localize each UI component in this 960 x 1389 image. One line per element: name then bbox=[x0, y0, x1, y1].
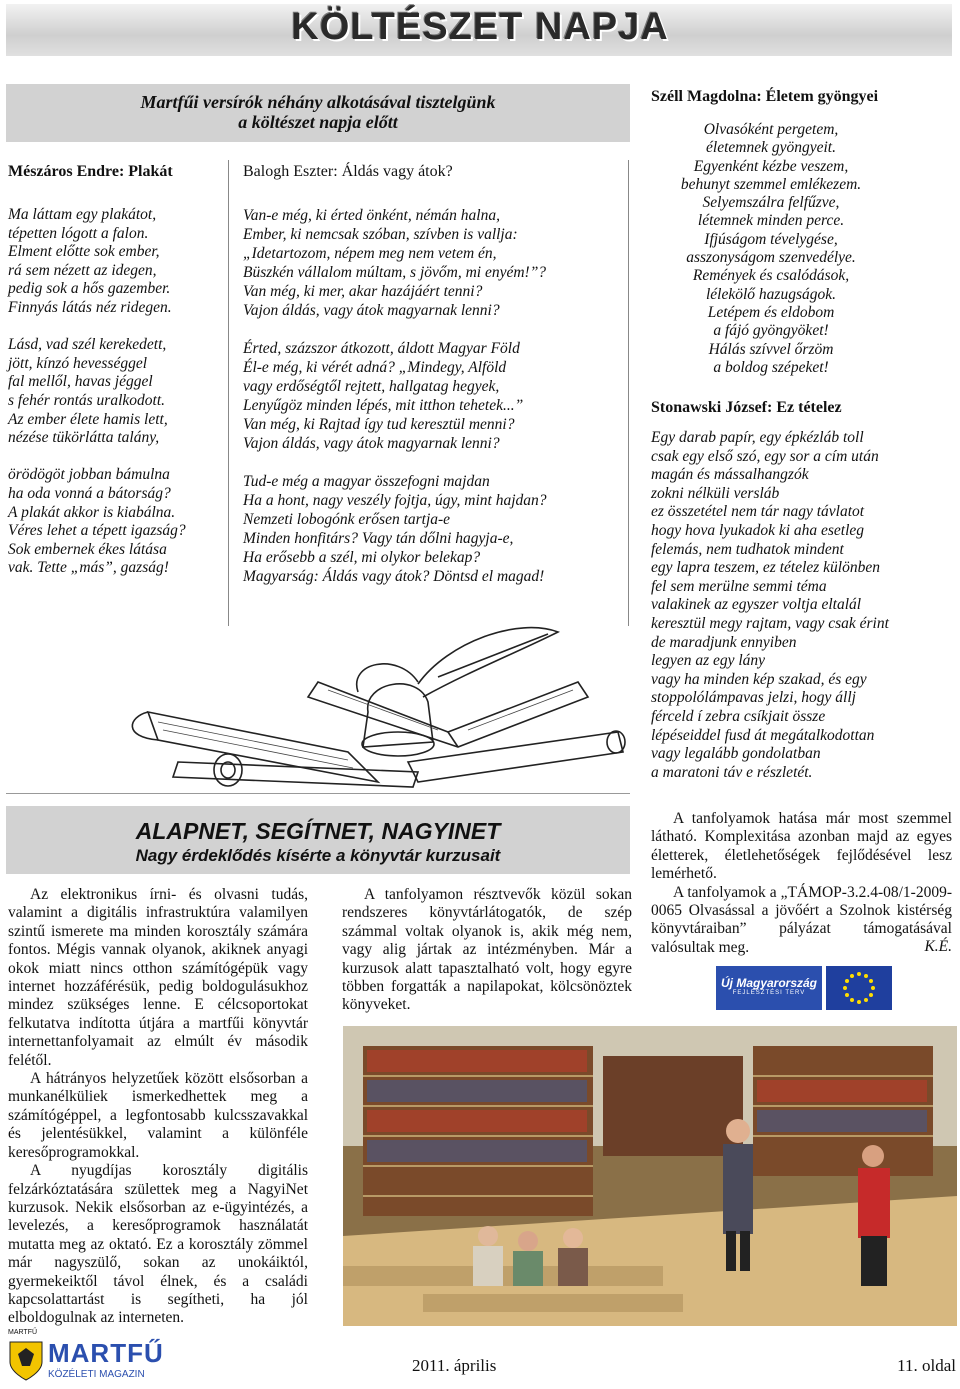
intro-line-1: Martfűi versírók néhány alkotásával tisztelgünk bbox=[140, 92, 496, 112]
footer-brand-sub: KÖZÉLETI MAGAZIN bbox=[48, 1369, 145, 1380]
page-title: KÖLTÉSZET NAPJA bbox=[291, 6, 669, 48]
article-paragraph: A tanfolyamon résztvevők közül sokan rendszeres könyvtárlátogatók, de szép számmal voltak olyanok is, akik még nem, vagy alig jártak az intézményben. Már a kurzusok alatt tapasztalható volt, hogy egyre többen forgatták a napilapokat, kölcsönöztek könyveket. bbox=[342, 886, 632, 1014]
article-paragraph: A tanfolyamok hatása már most szemmel látható. Komplexitása azonban majd az egyes életterek, életlehetőségek fejlődésével lesz lemérhető. bbox=[651, 810, 952, 883]
article-paragraph: A hátrányos helyzetűek között elsősorban a munkanélküliek ismerkedhettek meg a számítógéppel, a legfontosabb kulcsszavakkal és jelentésükkel, valamint a különféle keresőprogramokkal. bbox=[8, 1070, 308, 1161]
poem-title-meszaros: Mészáros Endre: Plakát bbox=[8, 163, 173, 180]
article-column-2 bbox=[342, 886, 632, 1015]
umt-logo-text: Új Magyarország bbox=[720, 976, 818, 990]
footer-date: 2011. április bbox=[412, 1356, 497, 1375]
article-paragraph: A tanfolyamok a „TÁMOP-3.2.4-08/1-2009-0065 Olvasással a jövőért a Szolnok kistérség könyvtáraiban” pályázat támogatásával valósultak meg. bbox=[651, 883, 952, 956]
section-divider bbox=[6, 793, 630, 794]
intro-line-2: a költészet napja előtt bbox=[238, 112, 398, 132]
intro-text bbox=[6, 92, 630, 132]
poem-body-meszaros: Ma láttam egy plakátot, tépetten lógott a falon. Elment előtte sok ember, rá sem nézett az idegen, pedig sok a hős gazember. Finnyás látás néz ridegen. Lásd, vad szél kerekedett, jött, kínzó hevességgel fal mellől, havas jéggel s fehér rontás uralkodott. Az ember élete hamis lett, nézése tükörlátta talány, örödögöt jobban bámulna ha oda vonná a bátorság? A plakát akkor is kiabálna. Véres lehet a tépett igazság? Sok embernek ékes látása vak. Tette „más”, gazság! bbox=[8, 206, 186, 577]
eu-flag-icon bbox=[826, 966, 892, 1010]
article-signature: K.É. bbox=[924, 938, 952, 955]
library-photo bbox=[343, 1026, 957, 1326]
column-divider bbox=[628, 160, 629, 626]
umt-logo-subtext: FEJLESZTÉSI TERV bbox=[732, 990, 806, 996]
poem-title-balogh: Balogh Eszter: Áldás vagy átok? bbox=[243, 163, 453, 180]
umt-logo bbox=[716, 966, 822, 1010]
funding-logos bbox=[716, 966, 892, 1010]
poem-body-balogh: Van-e még, ki érted önként, némán halna, Ember, ki nemcsak szóban, szívben is vallja: „Idetartozom, népem meg nem vetem én, Büszkén vállalom múltam, s jövőm, mi enyém!”? Van még, ki mer, akar hazájáért tenni? Vajon áldás, vagy átok magyarnak lenni? Érted, százszor átkozott, áldott Magyar Föld Él-e még, ki vérét adná? „Mindegy, Alföld vagy erdőségtől rejtett, hallgatag hegyek, Lenyűgöz minden lépés, mit itthon tehetek...” Van még, ki Rajtad így tud keresztül menni? Vajon áldás, vagy átok magyarnak lenni? Tud-e még a magyar összefogni majdan Ha a hont, nagy veszély fojtja, úgy, mint hajdan? Nemzeti lobogónk erősen tartja-e Minden honfitárs? Vagy tán dőlni hagyja-e, Ha erősebb a szél, mi olykor belekap? Magyarság: Áldás vagy átok? Döntsd el magad! bbox=[243, 207, 547, 585]
article-column-3 bbox=[651, 810, 952, 957]
article-column-1 bbox=[8, 886, 308, 1328]
article-paragraph: A nyugdíjas korosztály digitális felzárkóztatására születtek meg a NagyiNet kurzusok. Nekik elsősorban az e-ügyintézés, a levelezés, a keresőprogramok használatát mutatta meg az oktató. Ez a korosztály zömmel már nagyszülő, sokan az unokáiktól, gyermekeiktől távol élnek, és a családi kapcsolattartást is segítheti, ha jól elboldogulnak az interneten. bbox=[8, 1162, 308, 1327]
column-divider bbox=[228, 160, 229, 626]
poem-body-szell: Olvasóként pergetem, életemnek gyöngyeit. Egyenként kézbe veszem, behunyt szemmel emlékezem. Selyemszálra felfűzve, létemnek minden perce. Ifjúságom tévelygése, asszonyságom szenvedélye. Remények és csalódások, lélekölő hazugságok. Letépem és eldobom a fájó gyöngyöket! Hálás szívvel őrzöm a boldog szépeket! bbox=[680, 121, 862, 376]
poem-body-stonawski: Egy darab papír, egy épkézláb toll csak egy első szó, egy sor a cím után magán és mássalhangzók zokni nélküli versláb ez összetétel nem tár nagy távlatot hogy hova lyukadok ki aha esetleg felemás, nem tudhatok mindent egy lapra teszem, ez tételez különben fel sem merülne semmi téma valakinek az egyszer voltja eltalál keresztül megy rajtam, vagy csak érint de maradjunk ennyiben legyen az egy lány vagy ha minden kép szakad, és egy stoppolólámpavas jelzi, hogy állj férceld í zebra csíkjait össze lépéseiddel fusd át megátalkodottan vagy legalább gondolatban a maratoni táv e részletét. bbox=[651, 429, 889, 781]
library-photo-image bbox=[343, 1026, 957, 1326]
martfu-coat-of-arms-icon bbox=[6, 1336, 46, 1382]
footer-brand-small: MARTFŰ bbox=[8, 1329, 38, 1336]
quill-inkwell-illustration bbox=[118, 622, 628, 790]
article-title: ALAPNET, SEGÍTNET, NAGYINET bbox=[135, 818, 501, 844]
article-paragraph: Az elektronikus írni- és olvasni tudás, valamint a digitális infrastruktúra valamilyen szintű ismerete ma minden korosztály számára fontos. Mégis vannak olyanok, akiknek anyagi okok miatt nincs otthon számítógépük vagy internet hozzáférésük, pedig boldogulásukhoz mindez szükséges lenne. E célcsoportokat felkutatva indította útjára a martfűi könyvtár internettanfolyamait az elmúlt év második felétől. bbox=[8, 886, 308, 1069]
poem-title-szell: Széll Magdolna: Életem gyöngyei bbox=[651, 88, 879, 105]
poem-title-stonawski: Stonawski József: Ez tételez bbox=[651, 399, 842, 416]
footer-page-number: 11. oldal bbox=[897, 1356, 956, 1375]
footer-brand: MARTFŰ bbox=[48, 1338, 164, 1368]
article-subtitle: Nagy érdeklődés kísérte a könyvtár kurzusait bbox=[135, 846, 501, 865]
